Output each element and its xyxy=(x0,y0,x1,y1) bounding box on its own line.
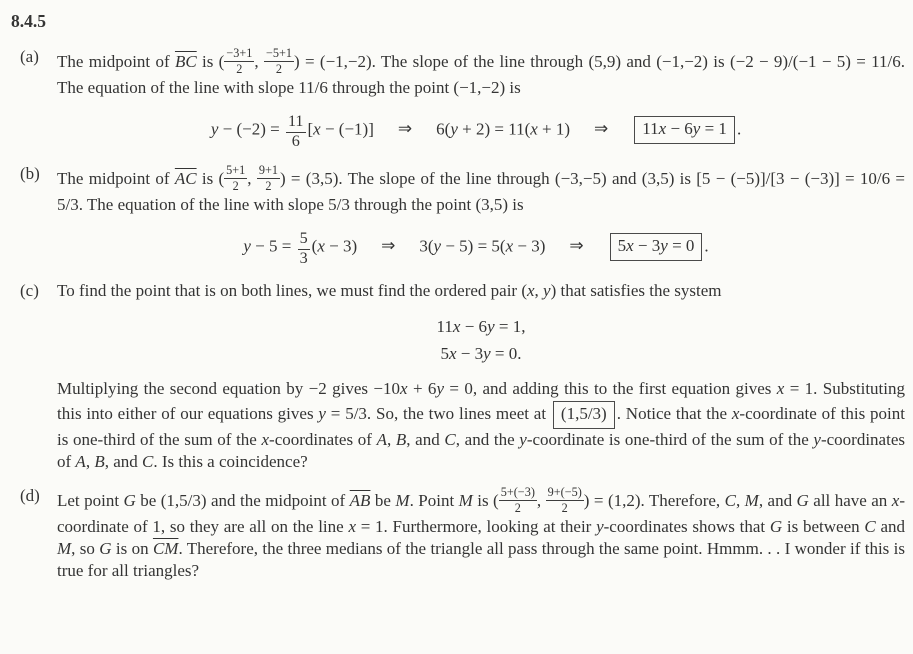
part-d-label: (d) xyxy=(20,485,40,505)
text-run: x xyxy=(658,119,667,139)
part-b xyxy=(10,163,905,268)
text-run: x xyxy=(776,379,785,399)
text-run: G xyxy=(796,490,809,510)
part-d-text: Let point G be (1,5/3) and the midpoint of $\overline{AB}$ be M. Point M is ( $\frac{5+(-3)}{2}$ , $\frac{9+(-5)}{2}$ ) = (1,2). Therefore, C, M, and G all have an x-coordinate of 1, so they are all on the line x = 1. Furthermore, looking at their y-coordinates shows that G is between C and M, so G is on $\overline{CM}$. Therefore, the three medians of the triangle all pass through the same point. Hmmm. . . I wonder if this is true for all triangles? xyxy=(57,484,906,580)
text-run: x xyxy=(452,317,461,337)
problem-number: 8.4.5 xyxy=(11,11,46,31)
system-equation-1: 11x − 6y = 1, xyxy=(436,317,526,337)
part-b-label: (b) xyxy=(20,163,40,183)
text-run: y xyxy=(318,403,326,423)
text-run: x xyxy=(505,236,514,256)
text-run: x xyxy=(731,403,740,423)
implies-arrow-icon: ⇒ xyxy=(594,119,609,139)
fraction: $\frac{9+(-5)}{2}$ xyxy=(547,484,582,516)
text-run: $\overline{BC}$ xyxy=(174,51,197,71)
part-a-display-equation: y − (−2) = $\frac{11}{6}$ [x − (−1)] ⇒ 6(y + 2) = 11(x + 1) ⇒ 11x − 6y = 1 . xyxy=(210,112,742,150)
text-run: x xyxy=(313,119,321,139)
text-run: y xyxy=(543,281,551,300)
text-run: G xyxy=(99,538,112,558)
text-run: A xyxy=(376,429,387,449)
text-run: x xyxy=(400,379,408,399)
fraction: $\frac{-5+1}{2}$ xyxy=(265,45,293,77)
text-run: x xyxy=(530,119,538,139)
text-run: x xyxy=(317,236,325,256)
text-run: y xyxy=(433,236,442,256)
part-c-body-text: Multiplying the second equation by −2 gives −10x + 6y = 0, and adding this to the first equation gives x = 1. Substituting this into either of our equations gives y = 5/3. So, the two lines meet at (1,5/3) . Notice that the x-coordinate of this point is one-third of the sum of the x-coordinates of A, B, and C, and the y-coordinate is one-third of the sum of the y-coordinates of A, B, and C. Is this a coincidence? xyxy=(57,379,905,471)
fraction: $\frac{11}{6}$ xyxy=(287,112,304,150)
text-run: G xyxy=(769,516,783,536)
text-run: y xyxy=(243,236,251,256)
system-equation-2: 5x − 3y = 0. xyxy=(440,344,522,364)
text-run: x xyxy=(527,281,535,300)
text-run: y xyxy=(596,516,604,536)
fraction: $\frac{9+1}{2}$ xyxy=(258,162,278,194)
part-b-text: The midpoint of $\overline{AC}$ is ( $\frac{5+1}{2}$ , $\frac{9+1}{2}$ ) = (3,5). The slope of the line through (−3,−5) and (3,5) is [5 − (−5)]/[3 − (−3)] = 10/6 = 5/3. The equation of the line with slope 5/3 through the point (3,5) is xyxy=(57,162,906,214)
text-run: x xyxy=(891,490,900,510)
part-b-display-equation: y − 5 = $\frac{5}{3}$ (x − 3) ⇒ 3(y − 5) = 5(x − 3) ⇒ 5x − 3y = 0 . xyxy=(243,229,709,267)
text-run: A xyxy=(75,451,86,471)
text-run: x xyxy=(626,236,634,256)
text-run: M xyxy=(57,538,72,558)
text-run: M xyxy=(395,490,410,510)
text-run: B xyxy=(395,429,407,449)
text-run: x xyxy=(348,516,356,536)
boxed-answer: (1,5/3) xyxy=(553,401,615,429)
text-run: y xyxy=(483,344,491,364)
text-run: y xyxy=(692,119,701,139)
text-run: y xyxy=(519,429,527,449)
part-a-text: The midpoint of $\overline{BC}$ is ( $\frac{-3+1}{2}$ , $\frac{-5+1}{2}$ ) = (−1,−2). The slope of the line through (5,9) and (−1,−2) is (−2 − 9)/(−1 − 5) = 11/6. The equation of the line with slope 11/6 through the point (−1,−2) is xyxy=(57,45,906,97)
part-c-intro-text: To find the point that is on both lines, we must find the ordered pair (x, y) that satisfies the system xyxy=(57,281,722,300)
text-run: y xyxy=(450,119,458,139)
text-run: y xyxy=(436,379,444,399)
implies-arrow-icon: ⇒ xyxy=(381,236,396,256)
part-d xyxy=(10,485,905,582)
text-run: C xyxy=(724,490,736,510)
text-run: C xyxy=(444,429,456,449)
part-a-label: (a) xyxy=(20,46,39,66)
boxed-answer: 11x − 6y = 1 xyxy=(634,116,735,144)
text-run: $\overline{AC}$ xyxy=(174,168,197,188)
boxed-answer: 5x − 3y = 0 xyxy=(610,233,703,261)
text-run: $\overline{CM}$ xyxy=(152,538,179,558)
text-run: C xyxy=(864,516,876,536)
text-run: G xyxy=(123,490,136,510)
part-c xyxy=(10,280,905,473)
fraction: $\frac{5+(-3)}{2}$ xyxy=(500,484,535,516)
text-run: x xyxy=(448,344,457,364)
implies-arrow-icon: ⇒ xyxy=(569,236,584,256)
fraction: $\frac{5+1}{2}$ xyxy=(226,162,246,194)
text-run: y xyxy=(660,236,668,256)
equation-system xyxy=(57,313,905,367)
fraction: $\frac{5}{3}$ xyxy=(299,229,308,267)
text-run: B xyxy=(94,451,105,471)
text-run: y xyxy=(487,317,495,337)
implies-arrow-icon: ⇒ xyxy=(397,119,413,139)
text-run: M xyxy=(744,490,759,510)
part-c-label: (c) xyxy=(20,281,39,300)
text-run: $\overline{AB}$ xyxy=(349,490,371,510)
text-run: y xyxy=(210,119,219,139)
text-run: x xyxy=(261,429,270,449)
text-run: M xyxy=(458,490,473,510)
fraction: $\frac{-3+1}{2}$ xyxy=(226,45,253,77)
text-run: C xyxy=(142,451,154,471)
text-run: y xyxy=(813,429,821,449)
part-a xyxy=(10,46,905,151)
